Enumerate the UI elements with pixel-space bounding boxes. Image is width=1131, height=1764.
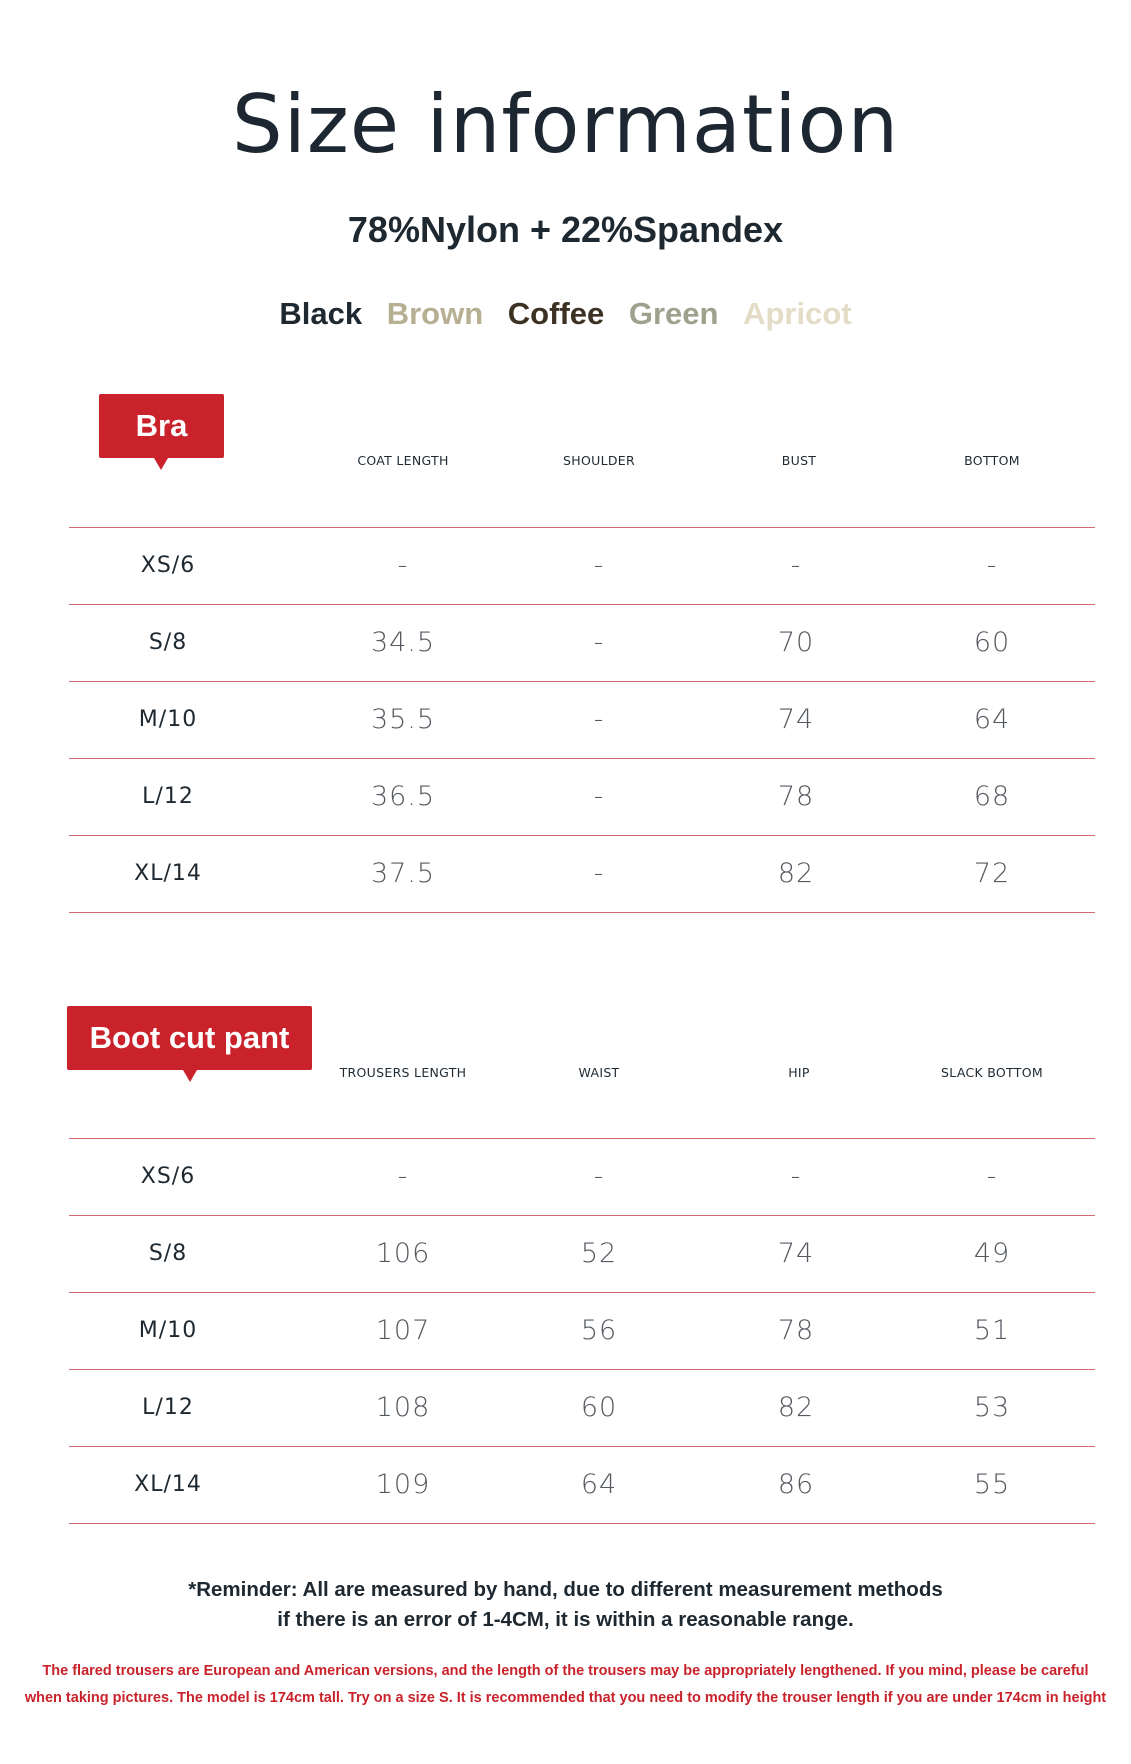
pant-tag: [67, 1006, 312, 1070]
pant-header-trousers-length: TROUSERS LENGTH: [339, 1065, 467, 1080]
size-label: XS/6: [140, 1164, 196, 1189]
pant-header-hip: HIP: [788, 1065, 810, 1080]
measurement-value: -: [986, 1161, 998, 1192]
measurement-value: 74: [777, 704, 815, 735]
color-coffee: Coffee: [507, 296, 605, 331]
size-label: L/12: [142, 1395, 194, 1420]
measurement-value: 34.5: [370, 627, 436, 658]
measurement-value: -: [397, 550, 409, 581]
measurement-value: 60: [973, 627, 1011, 658]
measurement-value: -: [790, 550, 802, 581]
measurement-value: 82: [777, 1392, 815, 1423]
measurement-value: 53: [973, 1392, 1011, 1423]
measurement-value: 35.5: [370, 704, 436, 735]
measurement-value: 37.5: [370, 858, 436, 889]
color-brown: Brown: [386, 296, 484, 331]
measurement-value: 78: [777, 781, 815, 812]
measurement-value: 72: [973, 858, 1011, 889]
color-apricot: Apricot: [743, 296, 852, 331]
measurement-value: 109: [375, 1469, 431, 1500]
material-composition: 78%Nylon + 22%Spandex: [347, 209, 784, 250]
page-title: Size information: [231, 78, 900, 171]
bra-tag-label: Bra: [135, 408, 188, 443]
table-row: [69, 681, 1095, 758]
measurement-value: -: [397, 1161, 409, 1192]
measurement-value: -: [593, 781, 605, 812]
size-label: XL/14: [134, 861, 202, 886]
measurement-value: 56: [580, 1315, 618, 1346]
measurement-value: 107: [375, 1315, 431, 1346]
measurement-value: 36.5: [370, 781, 436, 812]
measurement-value: 82: [777, 858, 815, 889]
bra-header-bust: BUST: [781, 453, 817, 468]
measurement-value: 70: [777, 627, 815, 658]
measurement-reminder: [0, 1575, 1131, 1635]
size-label: S/8: [148, 1241, 188, 1266]
measurement-value: 60: [580, 1392, 618, 1423]
size-label: M/10: [138, 1318, 198, 1343]
bra-rule: [69, 912, 1095, 913]
size-label: XL/14: [134, 1472, 202, 1497]
measurement-value: -: [986, 550, 998, 581]
measurement-value: 52: [580, 1238, 618, 1269]
table-row: [69, 1446, 1095, 1523]
measurement-value: -: [593, 1161, 605, 1192]
table-row: [69, 1369, 1095, 1446]
measurement-value: 74: [777, 1238, 815, 1269]
pant-tag-label: Boot cut pant: [89, 1020, 290, 1055]
measurement-value: -: [790, 1161, 802, 1192]
measurement-value: 64: [580, 1469, 618, 1500]
measurement-value: 108: [375, 1392, 431, 1423]
size-label: M/10: [138, 707, 198, 732]
table-row: [69, 1138, 1095, 1215]
measurement-value: 49: [973, 1238, 1011, 1269]
measurement-value: -: [593, 627, 605, 658]
size-label: L/12: [142, 784, 194, 809]
measurement-value: 55: [973, 1469, 1011, 1500]
measurement-value: 78: [777, 1315, 815, 1346]
measurement-value: 106: [375, 1238, 431, 1269]
measurement-value: 64: [973, 704, 1011, 735]
table-row: [69, 527, 1095, 604]
bra-header-shoulder: SHOULDER: [563, 453, 635, 468]
measurement-value: 51: [973, 1315, 1011, 1346]
color-green: Green: [628, 296, 719, 331]
table-row: [69, 1292, 1095, 1369]
table-row: [69, 758, 1095, 835]
size-label: S/8: [148, 630, 188, 655]
pant-header-slack-bottom: SLACK BOTTOM: [941, 1065, 1043, 1080]
bra-tag: [99, 394, 224, 458]
color-options: [0, 296, 1131, 332]
table-row: [69, 1215, 1095, 1292]
table-row: [69, 604, 1095, 681]
size-label: XS/6: [140, 553, 196, 578]
color-black: Black: [279, 296, 363, 331]
measurement-value: -: [593, 858, 605, 889]
table-row: [69, 835, 1095, 912]
note-line-2: when taking pictures. The model is 174cm tall. Try on a size S. It is recommended that you need to modify the trouser length if you are under 174cm in height: [24, 1690, 1107, 1706]
pant-header-waist: WAIST: [578, 1065, 620, 1080]
measurement-value: 86: [777, 1469, 815, 1500]
measurement-value: 68: [973, 781, 1011, 812]
bra-header-bottom: BOTTOM: [964, 453, 1020, 468]
fit-note: [0, 1658, 1131, 1712]
note-line-1: The flared trousers are European and American versions, and the length of the trousers may be appropriately lengthened. If you mind, please be careful: [42, 1663, 1089, 1679]
measurement-value: -: [593, 704, 605, 735]
reminder-line-2: if there is an error of 1-4CM, it is within a reasonable range.: [277, 1608, 854, 1631]
pant-rule: [69, 1523, 1095, 1524]
reminder-line-1: *Reminder: All are measured by hand, due to different measurement methods: [188, 1578, 943, 1601]
measurement-value: -: [593, 550, 605, 581]
bra-header-coat-length: COAT LENGTH: [357, 453, 449, 468]
